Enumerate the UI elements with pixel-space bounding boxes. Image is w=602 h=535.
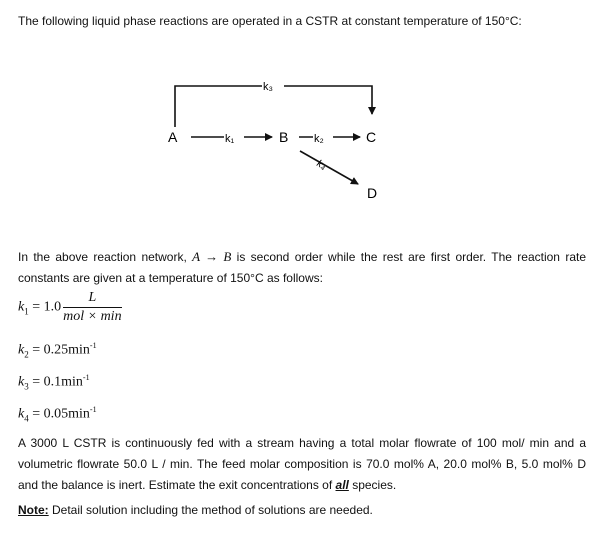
k4-equation: $k_4 = 0.05\min^{-1}$ — [18, 405, 97, 424]
note-label: Note: — [18, 503, 49, 517]
k1-equation: $k_1 = 1.0$ $\frac{L}{\text{mol × min}}$ — [18, 290, 122, 324]
arrow-a-to-c — [175, 86, 372, 127]
species-d: D — [367, 185, 378, 201]
k1-label: k₁ — [225, 133, 235, 145]
network-description: In the above reaction network, A → B is second order while the rest are first order. The reaction rate constants are given at a temperature of 150°C as follows: — [18, 249, 586, 285]
species-c: C — [366, 129, 377, 145]
k2-label: k₂ — [314, 133, 324, 145]
k2-equation: $k_2 = 0.25\min^{-1}$ — [18, 341, 97, 360]
feed-description: A 3000 L CSTR is continuously fed with a stream having a total molar flowrate of 100 mol/ min and a volumetric flowrate 50.0 L / min. The feed molar composition is 70.0 mol% A, 20.0 mol% B, 5.0 mol% D and the balance is inert. Estimate the exit concentrations of all species. — [18, 436, 586, 492]
reaction-a-to-b: A → B — [192, 249, 232, 264]
k3-equation: $k_3 = 0.1\min^{-1}$ — [18, 373, 90, 392]
k4-label: k₄ — [314, 158, 328, 173]
arrow-b-to-d — [300, 151, 358, 184]
emphasis-all: all — [335, 478, 349, 492]
species-a: A — [168, 129, 178, 145]
k3-label: k₃ — [263, 81, 273, 93]
k1-units: $\frac{L}{\text{mol × min}}$ — [63, 290, 122, 324]
reaction-network-diagram — [0, 0, 602, 240]
intro-text: The following liquid phase reactions are operated in a CSTR at constant temperature of 150°C: — [18, 14, 522, 28]
note: Note: Detail solution including the method of solutions are needed. — [18, 503, 373, 517]
species-b: B — [279, 129, 289, 145]
